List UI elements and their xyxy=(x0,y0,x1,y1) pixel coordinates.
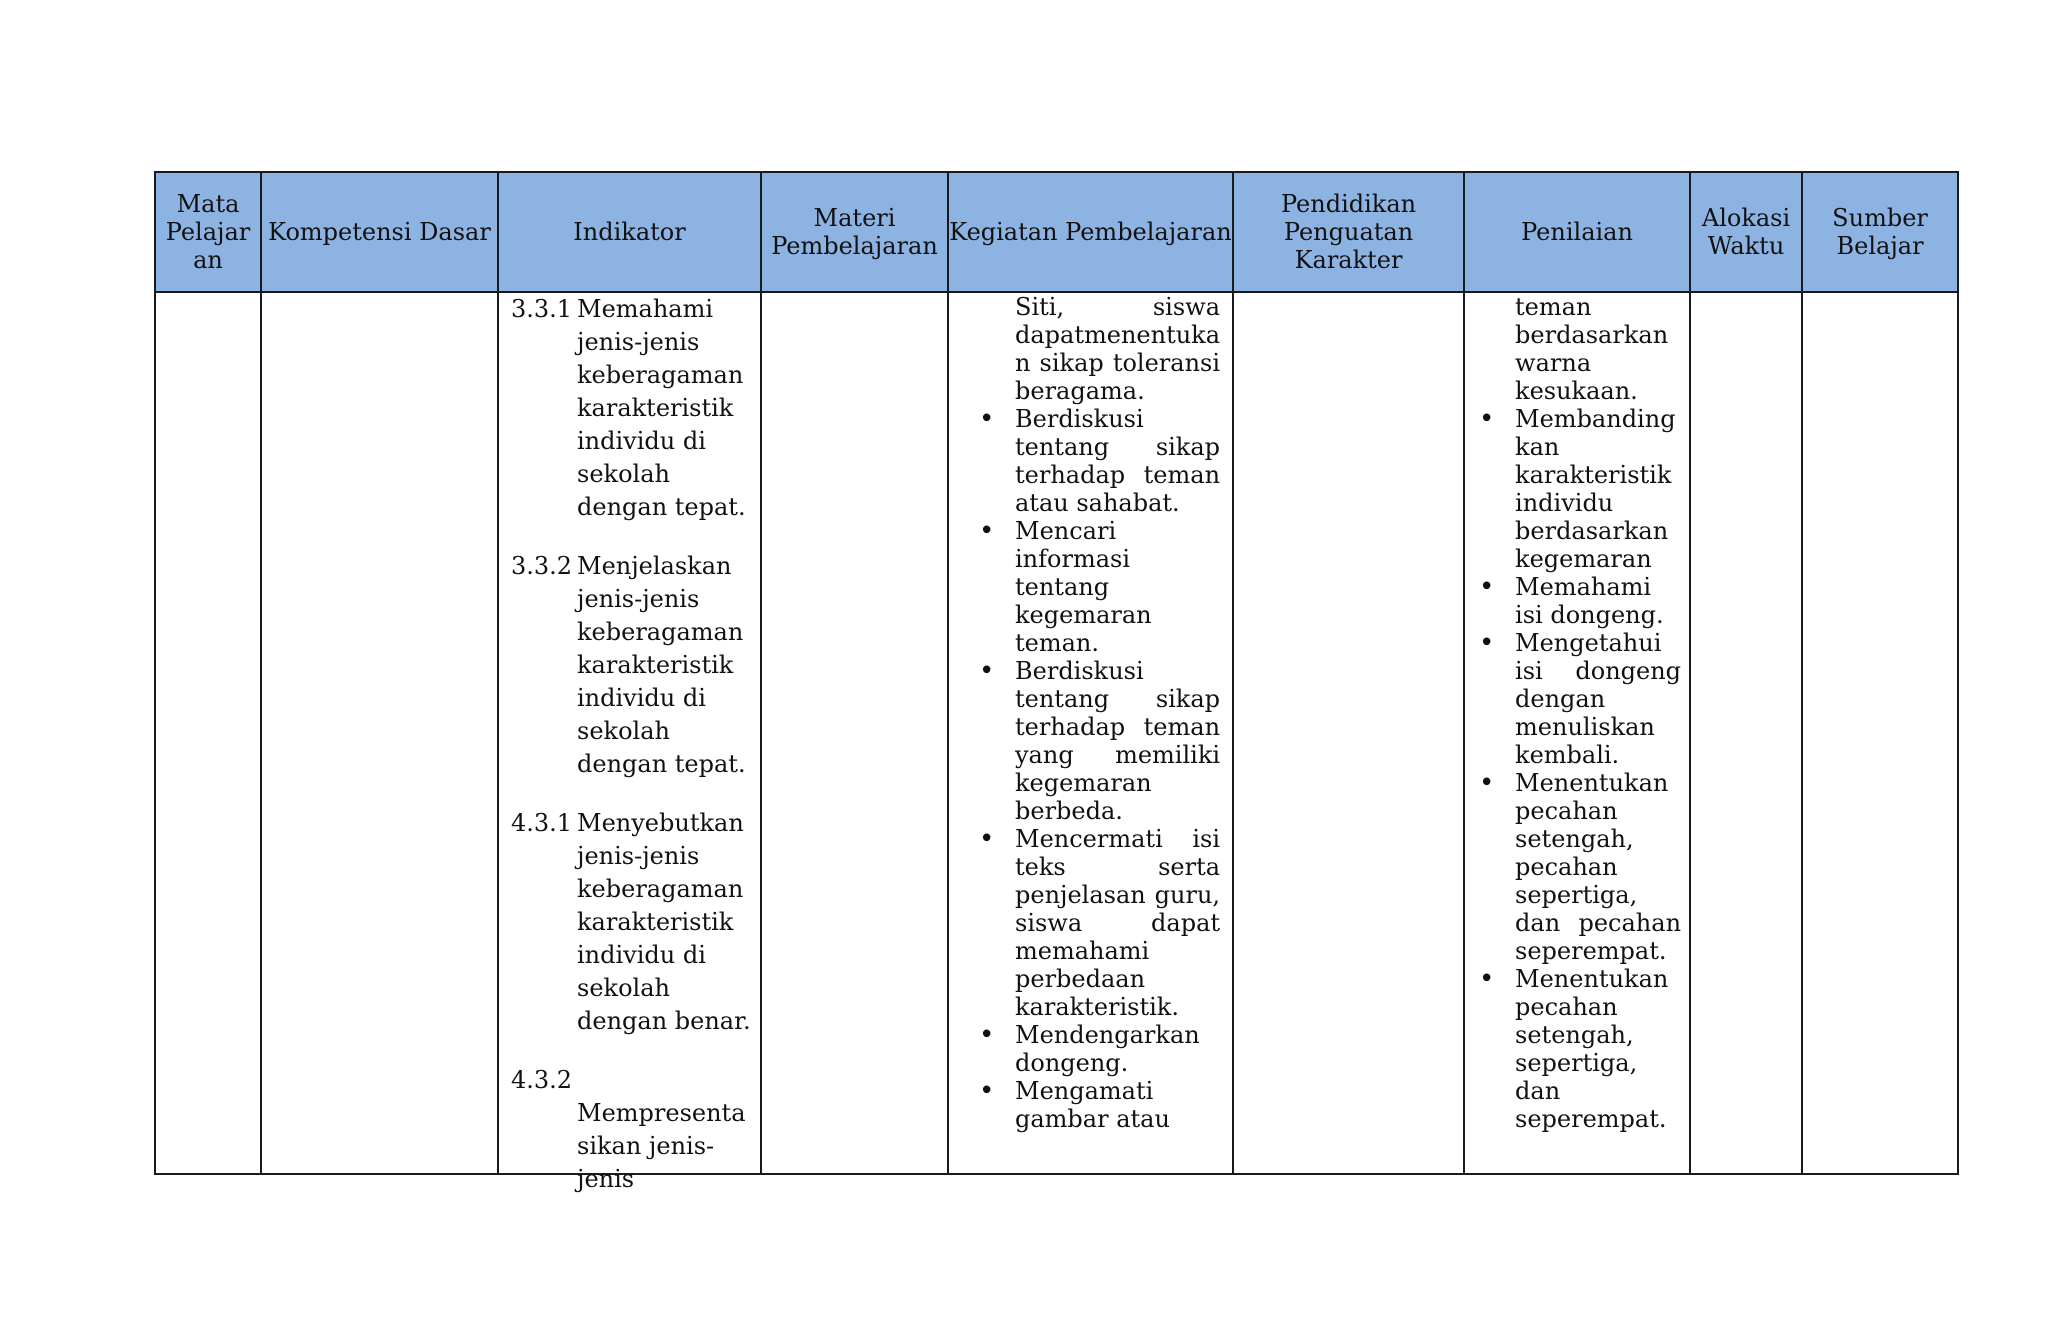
indikator-number: 4.3.2 xyxy=(511,1066,573,1094)
header-sumber-belajar: Sumber Belajar xyxy=(1802,172,1958,292)
penilaian-item: • Membanding kan karakteristik individu berdasarkan kegemaran xyxy=(1515,405,1681,573)
indikator-text: Memahami jenis-jenis keberagaman karakteristik individu di sekolah dengan tepat. xyxy=(577,295,746,521)
header-indikator: Indikator xyxy=(498,172,761,292)
indikator-item xyxy=(511,550,760,781)
cell-penilaian xyxy=(1464,292,1690,1174)
header-kegiatan-pembelajaran: Kegiatan Pembelajaran xyxy=(948,172,1233,292)
indikator-text: Menjelaskan jenis-jenis keberagaman karakteristik individu di sekolah dengan tepat. xyxy=(577,552,746,778)
penilaian-item: • Menentukan pecahan setengah, sepertiga, dan seperempat. xyxy=(1515,965,1681,1133)
penilaian-item: • Mengetahui isi dongeng dengan menuliskan kembali. xyxy=(1515,629,1681,769)
indikator-text: Mempresenta sikan jenis-jenis xyxy=(577,1099,746,1193)
kegiatan-item: • Mendengarkan dongeng. xyxy=(1015,1021,1220,1077)
cell-alokasi-waktu xyxy=(1690,292,1802,1174)
indikator-text: Menyebutkan jenis-jenis keberagaman karakteristik individu di sekolah dengan benar. xyxy=(577,809,751,1035)
penilaian-item: • Menentukan pecahan setengah, pecahan sepertiga, dan pecahan seperempat. xyxy=(1515,769,1681,965)
header-kompetensi-dasar: Kompetensi Dasar xyxy=(261,172,498,292)
kegiatan-continued-text: Siti, siswa dapatmenentuka n sikap toleransi beragama. xyxy=(1015,293,1221,405)
table-row xyxy=(155,292,1958,1174)
header-penilaian: Penilaian xyxy=(1464,172,1690,292)
kegiatan-item: • Mencari informasi tentang kegemaran teman. xyxy=(1015,517,1220,657)
indikator-number: 4.3.1 xyxy=(511,809,573,837)
header-mata-pelajaran: Mata Pelajar an xyxy=(155,172,261,292)
cell-materi-pembelajaran xyxy=(761,292,948,1174)
table-header-row xyxy=(155,172,1958,292)
kegiatan-item: • Mencermati isi teks serta penjelasan guru, siswa dapat memahami perbedaan karakteristik. xyxy=(1015,825,1220,1021)
cell-sumber-belajar xyxy=(1802,292,1958,1174)
header-alokasi-waktu: Alokasi Waktu xyxy=(1690,172,1802,292)
cell-pendidikan-penguatan-karakter xyxy=(1233,292,1464,1174)
kegiatan-item: • Mengamati gambar atau xyxy=(1015,1077,1220,1133)
header-pendidikan-penguatan-karakter: Pendidikan Penguatan Karakter xyxy=(1233,172,1464,292)
indikator-number: 3.3.2 xyxy=(511,552,573,580)
lesson-plan-table xyxy=(154,171,1959,1193)
indikator-item xyxy=(511,293,760,524)
penilaian-continued-text: teman berdasarkan warna kesukaan. xyxy=(1515,293,1669,405)
cell-kompetensi-dasar xyxy=(261,292,498,1174)
kegiatan-item: • Berdiskusi tentang sikap terhadap teman yang memiliki kegemaran berbeda. xyxy=(1015,657,1220,825)
penilaian-item: • Memahami isi dongeng. xyxy=(1515,573,1681,629)
indikator-item xyxy=(511,1064,760,1196)
header-materi-pembelajaran: Materi Pembelajaran xyxy=(761,172,948,292)
cell-indikator xyxy=(498,292,761,1193)
cell-kegiatan-pembelajaran xyxy=(948,292,1233,1174)
indikator-item xyxy=(511,807,760,1038)
indikator-number: 3.3.1 xyxy=(511,295,573,323)
kegiatan-item: • Berdiskusi tentang sikap terhadap teman atau sahabat. xyxy=(1015,405,1220,517)
cell-mata-pelajaran xyxy=(155,292,261,1174)
